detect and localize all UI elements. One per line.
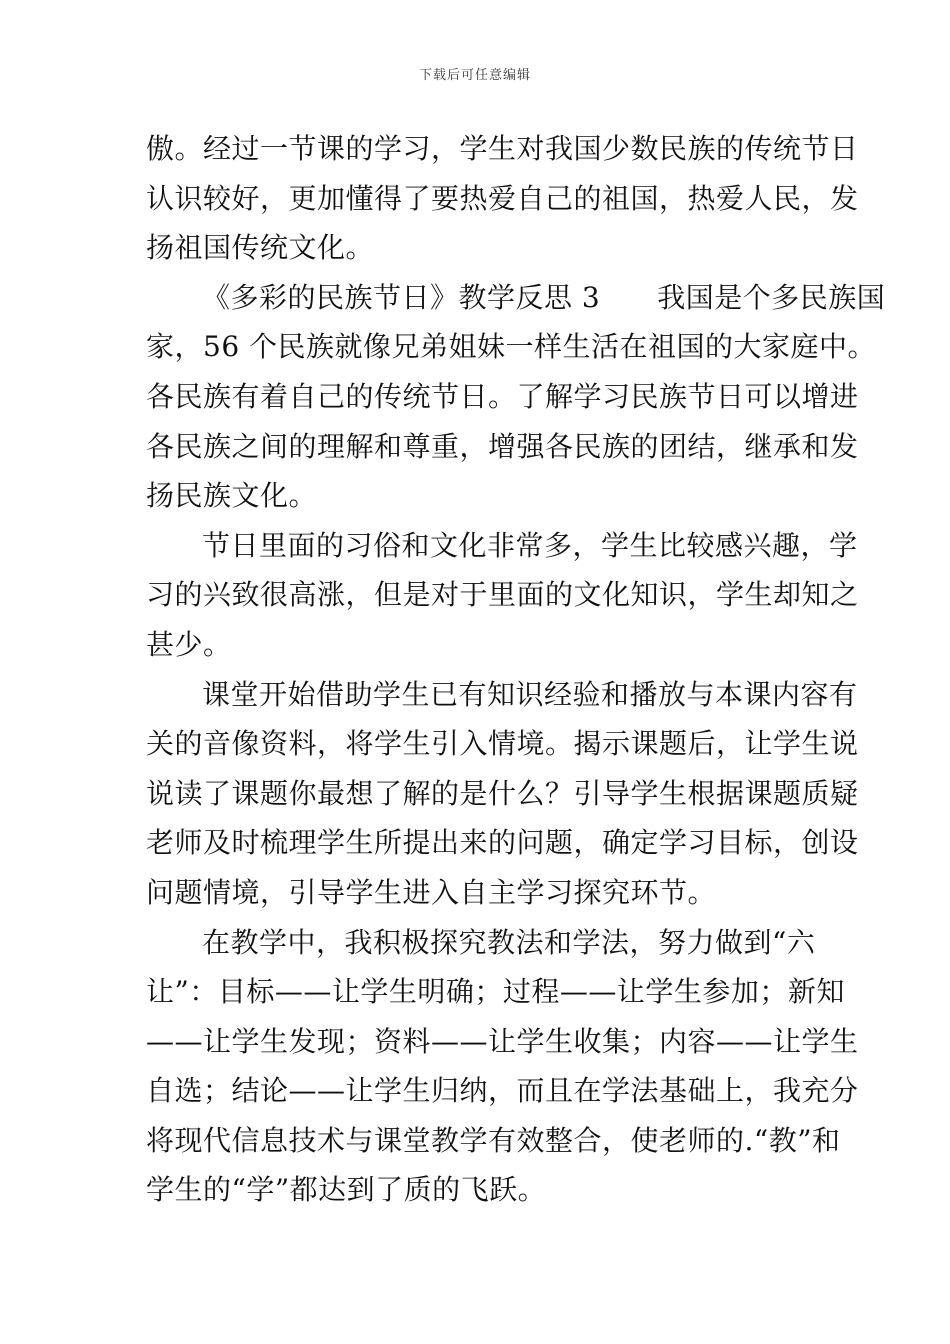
- text-line: 《多彩的民族节日》教学反思 3 我国是个多民族国: [202, 280, 886, 314]
- text-line: 认识较好，更加懂得了要热爱自己的祖国，热爱人民，发: [146, 181, 859, 215]
- text-line: 说读了课题你最想了解的是什么？引导学生根据课题质疑: [146, 776, 859, 810]
- page-header: 下载后可任意编辑: [418, 68, 531, 83]
- text-line: 傲。经过一节课的学习，学生对我国少数民族的传统节日: [146, 132, 859, 165]
- text-line: 学生的“学”都达到了质的飞跃。: [146, 1173, 547, 1207]
- text-line: 各民族有着自己的传统节日。了解学习民族节日可以增进: [146, 379, 859, 413]
- text-line: 课堂开始借助学生已有知识经验和播放与本课内容有: [202, 677, 858, 711]
- text-line: 将现代信息技术与课堂教学有效整合，使老师的.“教”和: [146, 1123, 841, 1157]
- text-line: 让”：目标——让学生明确；过程——让学生参加；新知: [146, 975, 845, 1009]
- text-line: ——让学生发现；资料——让学生收集；内容——让学生: [146, 1024, 859, 1058]
- text-line: 关的音像资料，将学生引入情境。揭示课题后，让学生说: [146, 727, 859, 761]
- text-line: 家，56 个民族就像兄弟姐妹一样生活在祖国的大家庭中。: [146, 330, 877, 364]
- text-line: 扬祖国传统文化。: [146, 231, 375, 265]
- text-line: 扬民族文化。: [146, 479, 318, 513]
- document-body: [146, 124, 886, 1215]
- text-line: 自选；结论——让学生归纳，而且在学法基础上，我充分: [146, 1074, 859, 1108]
- text-line: 各民族之间的理解和尊重，增强各民族的团结，继承和发: [146, 429, 859, 463]
- text-line: 老师及时梳理学生所提出来的问题，确定学习目标，创设: [146, 826, 859, 860]
- text-line: 习的兴致很高涨，但是对于里面的文化知识，学生却知之: [146, 578, 859, 612]
- text-line: 甚少。: [146, 627, 232, 661]
- text-line: 在教学中，我积极探究教法和学法，努力做到“六: [202, 925, 816, 959]
- text-line: 问题情境，引导学生进入自主学习探究环节。: [146, 875, 717, 909]
- text-line: 节日里面的习俗和文化非常多，学生比较感兴趣，学: [202, 528, 858, 562]
